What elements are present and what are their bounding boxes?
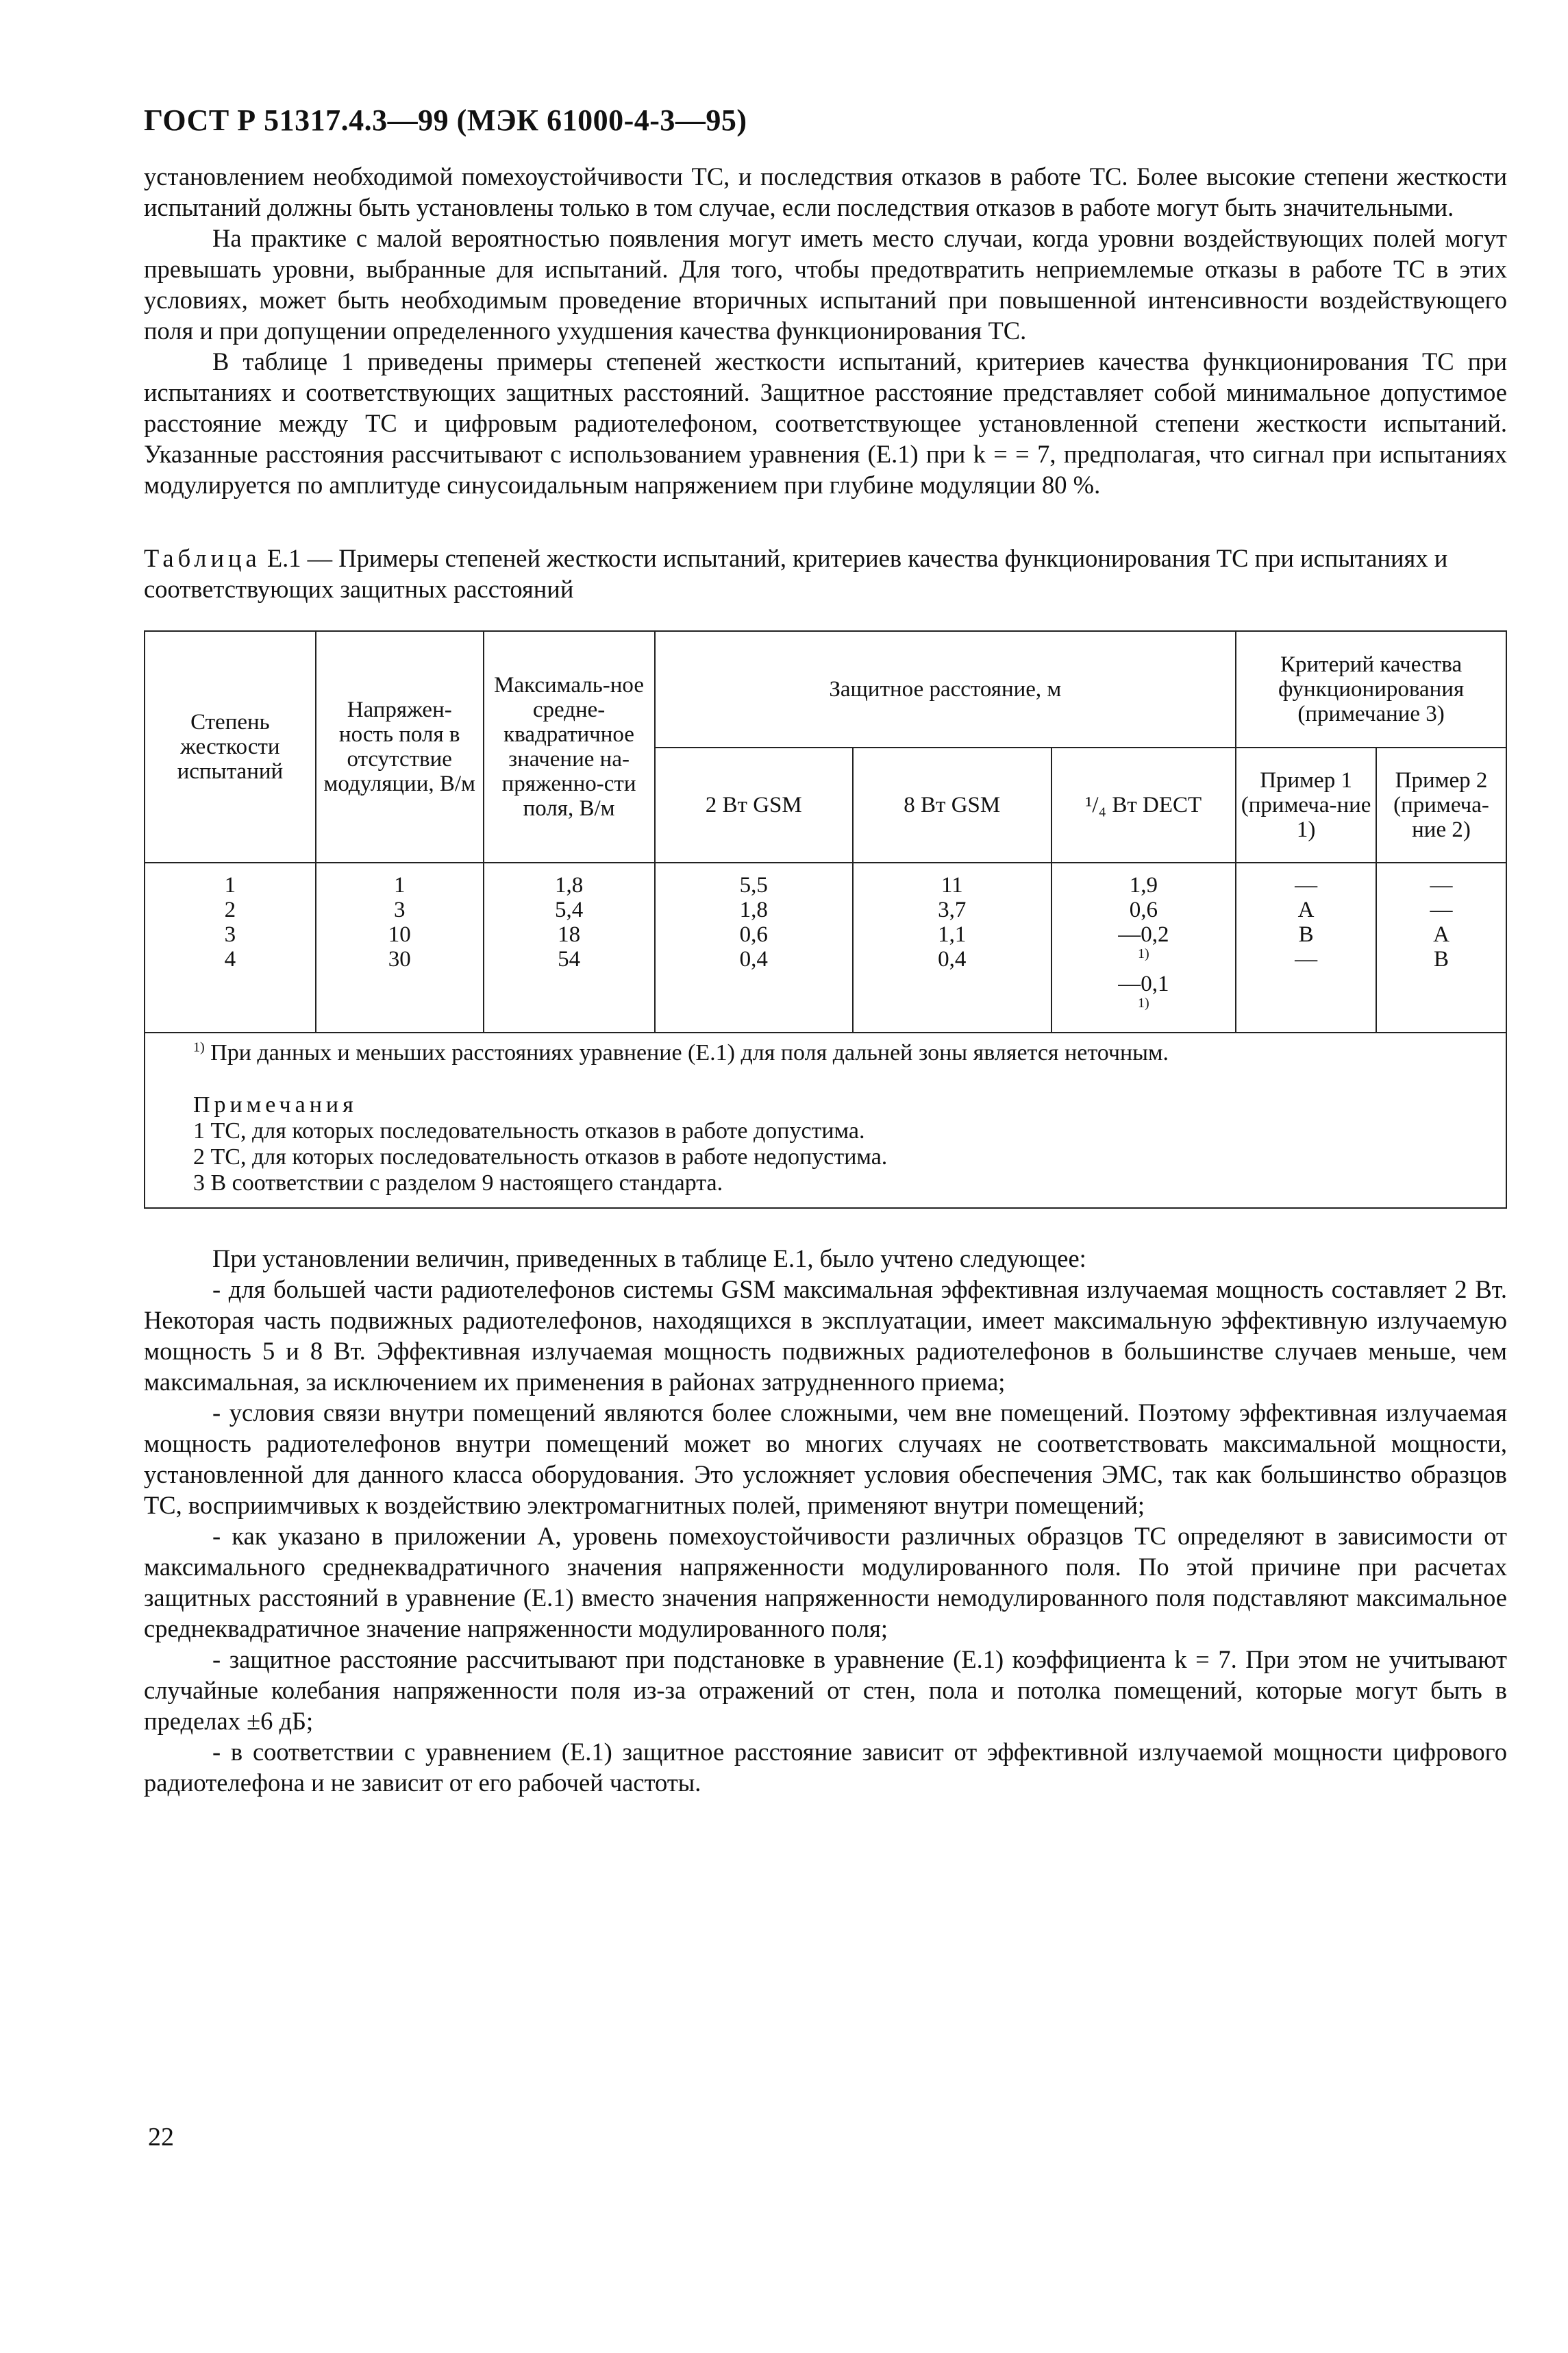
table-cell: —: [1430, 898, 1453, 922]
column-level: [145, 863, 316, 1033]
table-footer: [145, 1033, 1506, 1208]
paragraph: В таблице 1 приведены примеры степеней жесткости испытаний, критериев качества функционирования ТС при испытаниях и соответствующих защитных расстояний. Защитное расстояние представляет собой минимальное допустимое расстояние между ТС и цифровым радиотелефоном, соответствующее установленной степени жесткости испытаний. Указанные расстояния рассчитывают с использованием уравнения (Е.1) при k = = 7, предполагая, что сигнал при испытаниях модулируется по амплитуде синусоидальным напряжением при глубине модуляции 80 %.: [144, 347, 1507, 499]
paragraph: На практике с малой вероятностью появления могут иметь место случаи, когда уровни воздействующих полей могут превышать уровни, выбранные для испытаний. Для того, чтобы предотвратить неприемлемые отказы в работе ТС в этих условиях, может быть необходимым проведение вторичных испытаний при повышенной интенсивности воздействующего поля и при допущении определенного ухудшения качества функционирования ТС.: [144, 224, 1507, 345]
table-cell: 1,1: [938, 922, 967, 947]
note-item: 3 В соответствии с разделом 9 настоящего стандарта.: [193, 1170, 723, 1196]
table-cell: 1: [224, 873, 236, 898]
table-cell: 54: [558, 947, 581, 972]
note-item: 1 ТС, для которых последовательность отказов в работе допустима.: [193, 1118, 865, 1144]
document-header: ГОСТ Р 51317.4.3—99 (МЭК 61000-4-3—95): [144, 103, 747, 137]
table-cell: 3: [393, 898, 406, 922]
dect-value: —0,2: [1118, 922, 1169, 947]
table-cell: 3,7: [938, 898, 967, 922]
table-caption-label: Таблица: [144, 544, 261, 572]
table-cell: [1056, 898, 1232, 922]
dect-value: —0,1: [1118, 972, 1169, 996]
table-cell: 11: [941, 873, 963, 898]
column-rms: [484, 863, 655, 1033]
bullet-item: - как указано в приложении А, уровень помехоустойчивости различных образцов ТС определяют в зависимости от максимального среднеквадратичного значения напряженности модулированного поля. По этой причине при расчетах защитных расстояний в уравнение (Е.1) вместо значения напряженности немодулированного поля подставляют максимальное среднеквадратичное значение напряженности модулированного поля;: [144, 1522, 1507, 1642]
table-footnote: [193, 1040, 1458, 1066]
table-cell: В: [1434, 947, 1449, 972]
header-example-1: Пример 1 (примеча-ние 1): [1236, 748, 1376, 863]
bullet-item: - условия связи внутри помещений являются более сложными, чем вне помещений. Поэтому эффективная излучаемая мощность радиотелефонов внутри помещений может во многих случаях не соответствовать максимальной мощности, установленной для данного класса оборудования. Это усложняет условия обеспечения ЭМС, так как большинство образцов ТС, восприимчивых к воздействию электромагнитных полей, применяют внутри помещений;: [144, 1399, 1507, 1519]
document-page: [144, 103, 1507, 1798]
footnote-marker: 1): [1138, 996, 1149, 1011]
table-cell: [1056, 873, 1232, 898]
header-field: Напряжен-ность поля в отсутствие модуляции, В/м: [316, 631, 484, 863]
table-cell: А: [1297, 898, 1315, 922]
dect-value: 0,6: [1129, 898, 1158, 922]
table-cell: 5,4: [554, 898, 584, 922]
table-cell: 2: [224, 898, 236, 922]
column-gsm-2w: [655, 863, 854, 1033]
paragraph: При установлении величин, приведенных в таблице Е.1, было учтено следующее:: [212, 1244, 1086, 1272]
footnote-marker: 1): [1138, 946, 1149, 961]
table-cell: 18: [558, 922, 581, 947]
header-level: Степень жесткости испытаний: [145, 631, 316, 863]
table-caption-text: Е.1 — Примеры степеней жесткости испытаний, критериев качества функционирования ТС при испытаниях и соответствующих защитных расстояний: [144, 544, 1448, 603]
table-cell: 1,8: [739, 898, 768, 922]
footnote-text: При данных и меньших расстояниях уравнение (Е.1) для поля дальней зоны является неточным.: [210, 1040, 1169, 1065]
table-cell: —: [1295, 873, 1318, 898]
protection-distance-table: [144, 630, 1507, 1209]
table-cell: 30: [388, 947, 411, 972]
table-cell: В: [1298, 922, 1314, 947]
bullet-item: - в соответствии с уравнением (Е.1) защитное расстояние зависит от эффективной излучаемой мощности цифрового радиотелефона и не зависит от его рабочей частоты.: [144, 1738, 1507, 1797]
header-criterion: Критерий качества функционирования (примечание 3): [1236, 631, 1506, 748]
bullet-item: - защитное расстояние рассчитывают при подстановке в уравнение (Е.1) коэффициента k = 7. При этом не учитывают случайные колебания напряженности поля из-за отражений от стен, пола и потолка помещений, которые могут быть в пределах ±6 дБ;: [144, 1645, 1507, 1735]
column-gsm-8w: [853, 863, 1051, 1033]
note-item: 2 ТС, для которых последовательность отказов в работе недопустима.: [193, 1144, 888, 1170]
table-cell: 0,4: [938, 947, 967, 972]
column-field: [316, 863, 484, 1033]
header-distance: Защитное расстояние, м: [655, 631, 1236, 748]
table-cell: А: [1433, 922, 1449, 947]
header-dect: ¹/₄ Вт DECT: [1051, 748, 1236, 863]
table-cell: 0,4: [739, 947, 768, 972]
table-cell: 1,8: [554, 873, 584, 898]
notes-title: Примечания: [193, 1092, 358, 1118]
header-example-2: Пример 2 (примеча-ние 2): [1376, 748, 1506, 863]
table-cell: —: [1430, 873, 1453, 898]
table-caption: [144, 543, 1507, 604]
table-cell: [1056, 922, 1232, 972]
header-gsm-8w: 8 Вт GSM: [853, 748, 1051, 863]
footnote-marker: 1): [193, 1039, 205, 1055]
header-gsm-2w: 2 Вт GSM: [655, 748, 854, 863]
table-cell: 1: [393, 873, 406, 898]
table-cell: 10: [388, 922, 411, 947]
column-example-1: [1236, 863, 1376, 1033]
header-rms: Максималь-ное средне-квадратичное значение на-пряженно-сти поля, В/м: [484, 631, 655, 863]
table-cell: 3: [224, 922, 236, 947]
bullet-item: - для большей части радиотелефонов системы GSM максимальная эффективная излучаемая мощность составляет 2 Вт. Некоторая часть подвижных радиотелефонов, находящихся в эксплуатации, имеет максимальную эффективную излучаемую мощность 5 и 8 Вт. Эффективная излучаемая мощность подвижных радиотелефонов в большинстве случаев меньше, чем максимальная, за исключением их применения в районах затрудненного приема;: [144, 1275, 1507, 1396]
column-example-2: [1376, 863, 1506, 1033]
column-dect: [1051, 863, 1236, 1033]
dect-value: 1,9: [1129, 873, 1158, 898]
table-cell: —: [1295, 947, 1318, 972]
table-cell: 5,5: [739, 873, 768, 898]
paragraph: установлением необходимой помехоустойчивости ТС, и последствия отказов в работе ТС. Более высокие степени жесткости испытаний должны быть установлены только в том случае, если последствия отказов в работе могут быть значительными.: [144, 162, 1507, 221]
table-cell: 4: [224, 947, 236, 972]
table-cell: 0,6: [739, 922, 768, 947]
table-cell: [1056, 972, 1232, 1021]
page-number: 22: [148, 2123, 174, 2152]
